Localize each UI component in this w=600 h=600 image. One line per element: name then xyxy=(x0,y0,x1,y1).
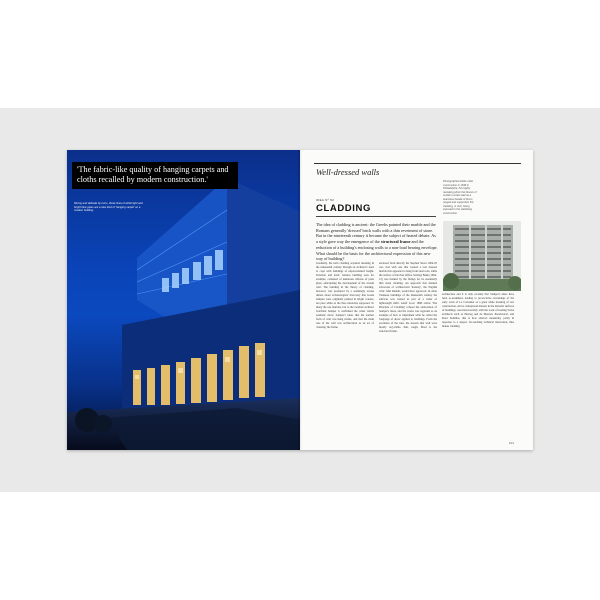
top-rule xyxy=(314,163,521,164)
heading-rule xyxy=(316,216,436,217)
pull-quote: 'The fabric-like quality of hanging carpets and cloths recalled by modern construction.' xyxy=(72,162,238,189)
intro-paragraph: The idea of cladding is ancient: the Greeks painted their marble and the Romans generally 'dressed' brick walls with a thin revetment of stone. But in the nineteenth century it became the subject of heated debate. As a style gave way the emergence of the structural frame and the reduction of a building's enclosing walls to a non-load bearing envelope. What should be the basis for the architectural expression of this new way of building? xyxy=(316,222,438,262)
body-column-1: Gradually, the term cladding acquired meaning in the nineteenth century through an architect's need to cope with buildings of unprecedented height. Function and level: balance building tests for example, consisted of numerous ribbons of plate glass, anticipating the development of the curtain wall. The building in the theory of cladding, however, was prompted by a seemingly arcane debate about archaeologists' discovery that Greek temples were originally painted in bright colours, not pure white as the Neo-classicists supposed. To many the use marbles, but to the German architect Gottfried Semper it confirmed the wider textile aesthetic more: Semper's ideas that the earliest form of wall was hung textile, and that the main role of the wall was architectural as an act of 'dressing' the frame. xyxy=(316,262,374,329)
right-page xyxy=(300,150,533,450)
intro-emphasis: structural frame xyxy=(380,239,411,245)
book-spread xyxy=(67,150,533,450)
section-title: Well-dressed walls xyxy=(316,167,380,177)
body-column-2: enclosed from directly his Stephen Street 1904-05 was clad with one that created a real dressed marble that appeared to hang from steel rods, while the surface of his Post Office Savings Bank (1904-12) was marked by the fixings for its essentially thin stone cladding. An approach that marked advocates of architectural 'honesty', the English critic John Ruskin, would have approved. In other Viennese buildings of the nineteenth century the surfaces was treated as part of a wider of lightweight infill. Adolf Loos' 1898 article 'The Principle of Cladding' echoed the elaboration of Semper's ideas, and his works was regarded as an example of how to implement what he called the 'language of dress' applied to buildings. From the evolution of the idea, the lessons that wall were mostly recyclable, thin, rough, fitted to the structural frame. xyxy=(379,262,437,333)
chapter-heading: CLADDING xyxy=(316,203,371,214)
left-page-photo xyxy=(67,150,300,450)
highrise-photo xyxy=(443,221,521,291)
photo-caption: Strong and delicate by turns, these lines of white light and bright blue glass are a new kind of 'hanging carpet' on a modern building. xyxy=(74,202,143,213)
book-gutter-shadow xyxy=(298,150,302,450)
body-column-3: architecture and it is only recently that Semper's ideas have been re-examined, leading to provocative reworkings of the early work of Le Corbusier as a great white dressing of raw construction, and to widespread interest in the material surfaces of buildings, associated notably with the work of leading Swiss architects such as Herzog and de Meuron. Paradoxical, and Peter Zumthor, this is how abstract modernity, partly in response to a deeper, far-reaching technical innovation, thus makes cladding. xyxy=(442,293,514,328)
page-number: 101 xyxy=(509,441,515,445)
glass-building-photo xyxy=(67,150,300,450)
idea-number: IDEA Nº 52 xyxy=(316,198,335,202)
side-caption: Photographed while under construction in 1936 in Philadelphia, this highly revealing photo the illusion of modern curtain wall as a seamless facade of floors, ranged and supported, the cladding, or skin, being exposed to the stabilising construction. xyxy=(443,180,477,215)
